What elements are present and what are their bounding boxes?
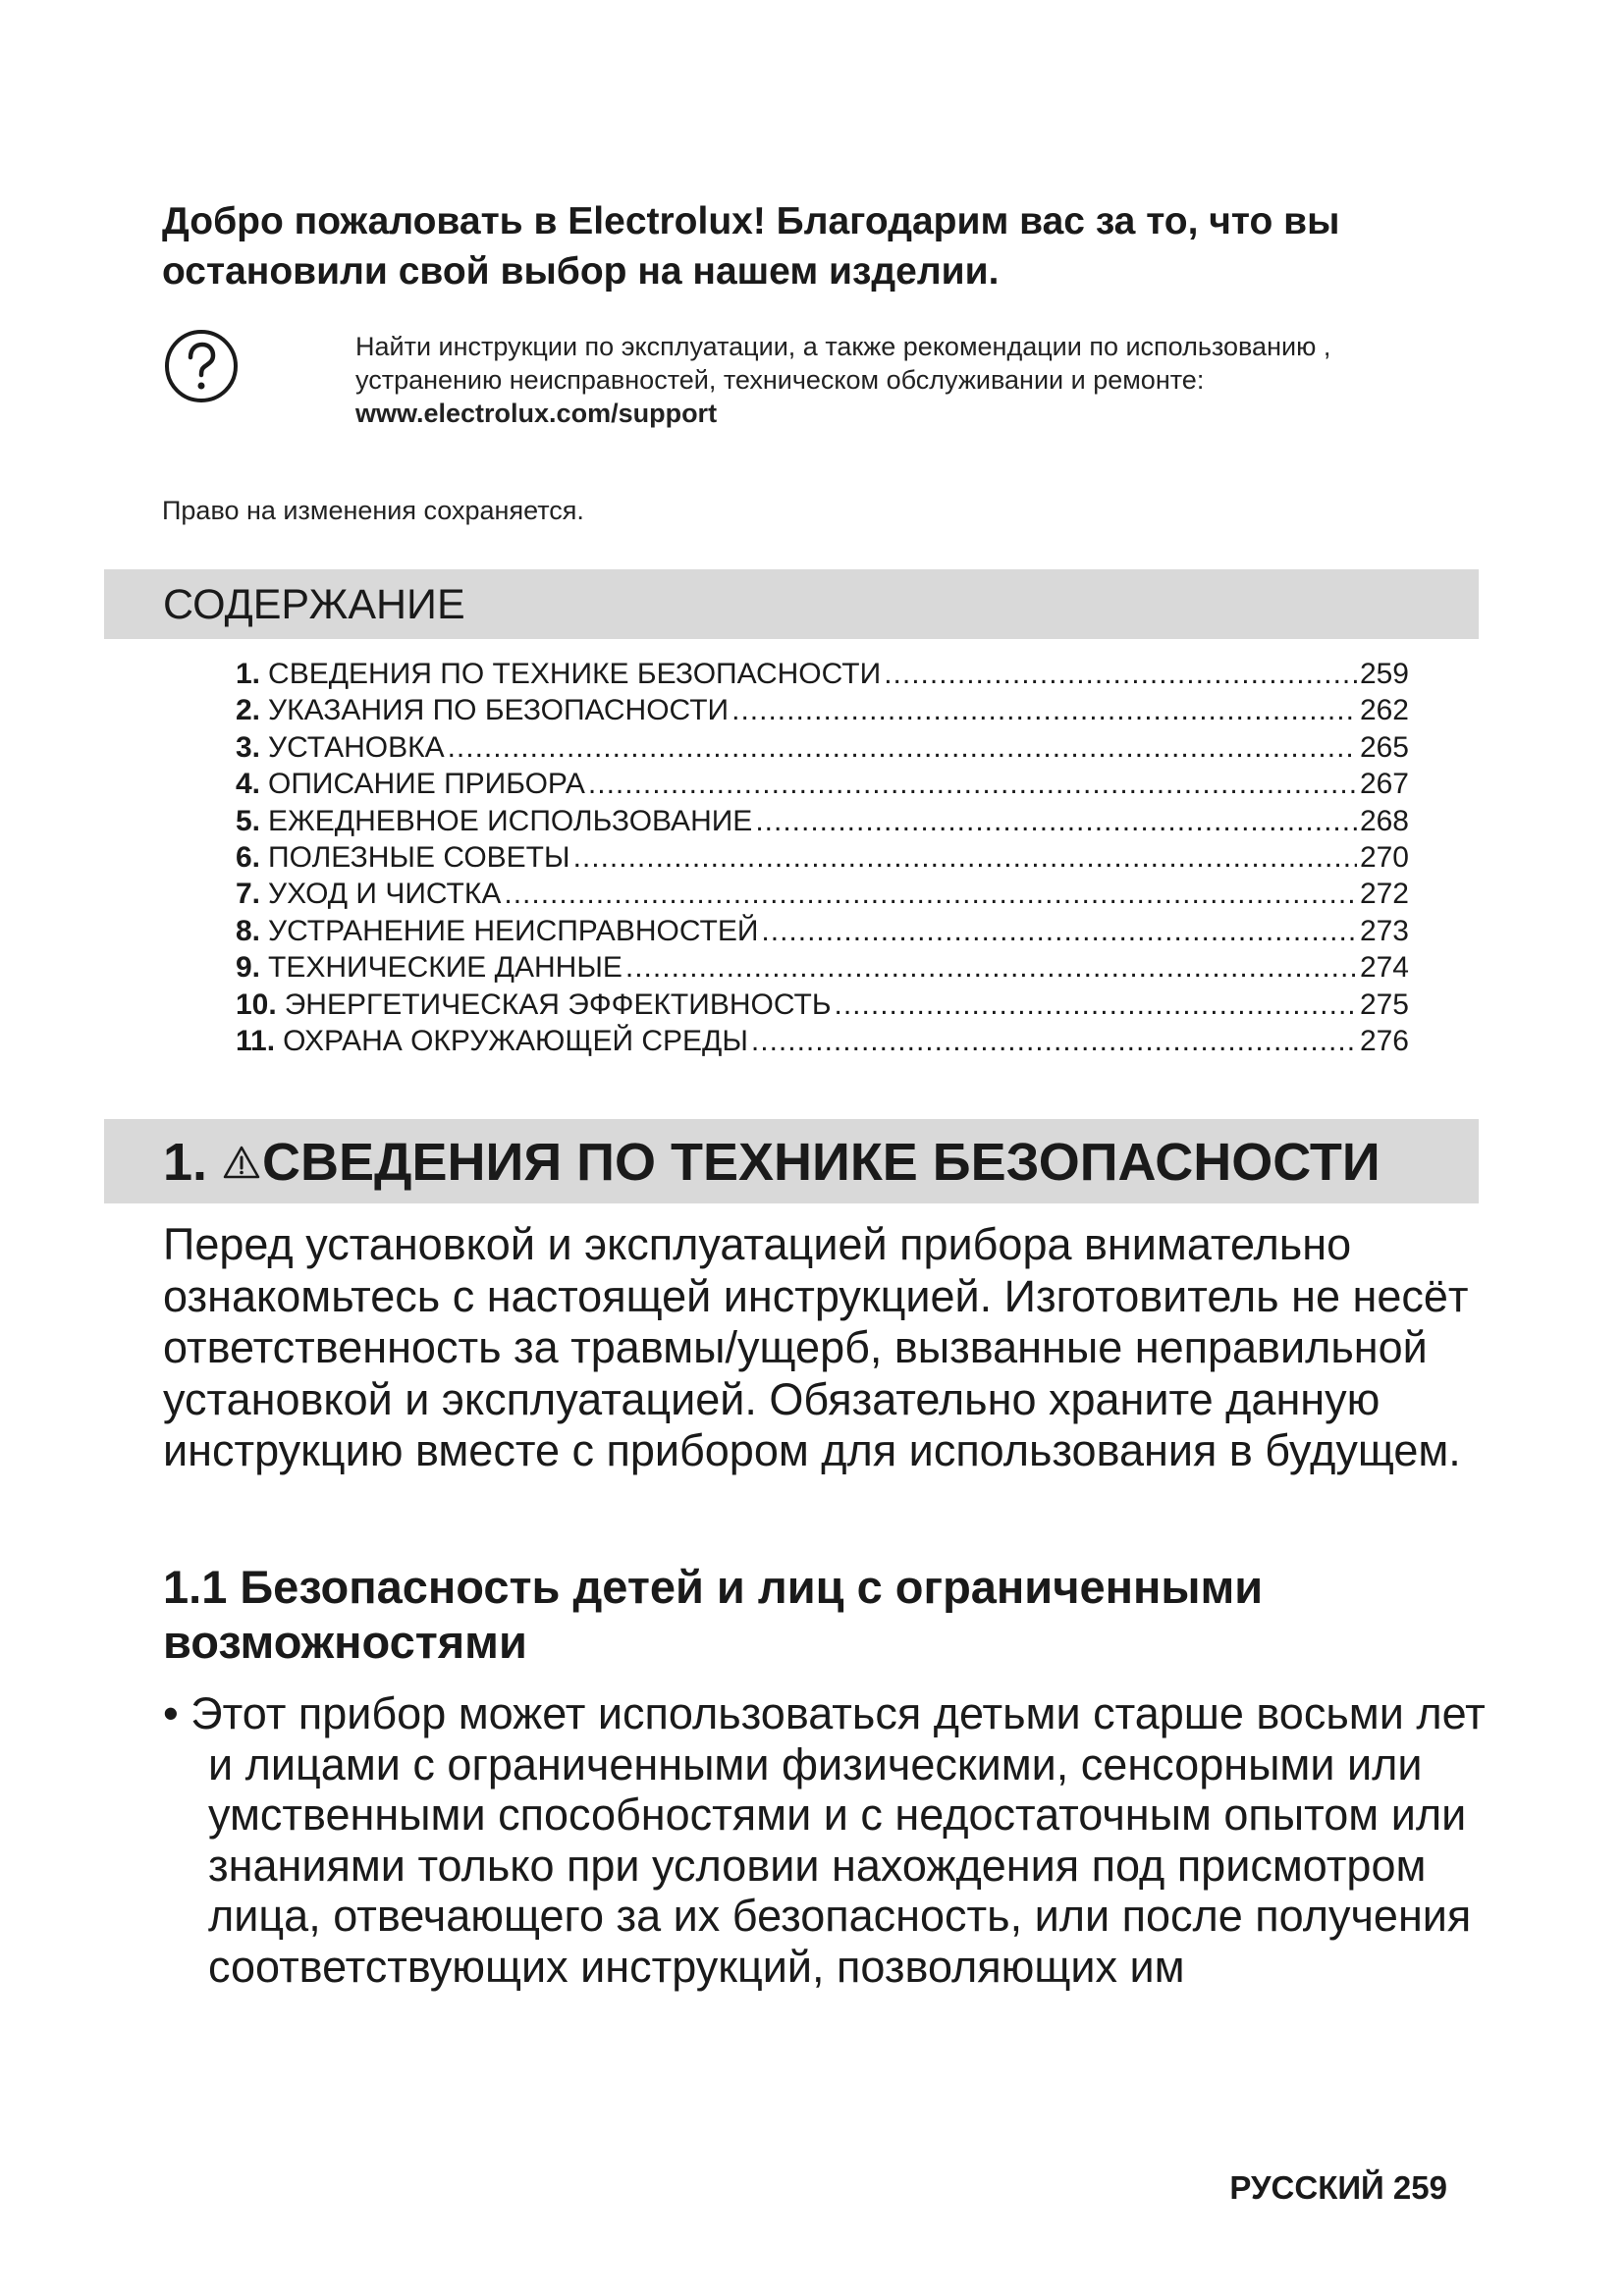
toc-item-page: 270: [1359, 840, 1409, 874]
toc-leader-dots: [751, 1023, 1357, 1059]
toc-item-page: 275: [1359, 988, 1409, 1021]
toc-item-number: 4.: [236, 768, 261, 801]
help-text: [355, 330, 1485, 430]
section-title: [163, 1131, 1380, 1194]
toc-item[interactable]: [236, 876, 1409, 912]
help-description: Найти инструкции по эксплуатации, а также рекомендации по использованию , устранению неисправностей, техническом обслуживании и ремонте:: [355, 332, 1331, 395]
rights-notice: Право на изменения сохраняется.: [162, 496, 584, 525]
toc-item[interactable]: [236, 692, 1409, 728]
page-footer: РУССКИЙ 259: [1229, 2169, 1447, 2206]
toc-item-page: 272: [1359, 878, 1409, 911]
toc-leader-dots: [588, 766, 1357, 802]
toc-item-page: 262: [1359, 694, 1409, 727]
toc-item-label: ЭНЕРГЕТИЧЕСКАЯ ЭФФЕКТИВНОСТЬ: [284, 988, 832, 1021]
toc-item[interactable]: [236, 949, 1409, 986]
toc-item-label: УСТАНОВКА: [268, 730, 445, 764]
toc-item-label: ТЕХНИЧЕСКИЕ ДАННЫЕ: [268, 951, 623, 985]
bullet-item: • Этот прибор может использоваться детьми старше восьми лет и лицами с ограниченными физическими, сенсорными или умственными способностями и с недостаточным опытом или знаниями только при условии нахождения под присмотром лица, отвечающего за их безопасность, или после получения соответствующих инструкций, позволяющих им: [163, 1688, 1486, 1992]
toc-item[interactable]: [236, 913, 1409, 949]
toc-item-number: 11.: [236, 1024, 276, 1057]
toc-item[interactable]: [236, 803, 1409, 839]
toc-item[interactable]: [236, 1023, 1409, 1059]
toc-item-label: УСТРАНЕНИЕ НЕИСПРАВНОСТЕЙ: [268, 914, 759, 947]
toc-item-page: 265: [1359, 730, 1409, 764]
toc-title: СОДЕРЖАНИЕ: [163, 581, 465, 628]
toc-item-number: 5.: [236, 804, 261, 837]
toc-leader-dots: [625, 949, 1357, 986]
toc-item-page: 273: [1359, 914, 1409, 947]
toc-item-page: 259: [1359, 658, 1409, 690]
toc-item-page: 274: [1359, 951, 1409, 985]
toc-leader-dots: [448, 729, 1357, 766]
toc-item-label: УХОД И ЧИСТКА: [268, 878, 502, 911]
toc-item-number: 2.: [236, 694, 261, 727]
toc-item-page: 276: [1359, 1024, 1409, 1057]
welcome-heading: Добро пожаловать в Electrolux! Благодарим вас за то, что вы остановили свой выбор на нашем изделии.: [162, 200, 1340, 293]
toc-item-number: 7.: [236, 878, 261, 911]
toc-leader-dots: [755, 803, 1357, 839]
toc-leader-dots: [504, 876, 1357, 912]
question-circle-icon: [164, 329, 239, 403]
section-title-text: СВЕДЕНИЯ ПО ТЕХНИКЕ БЕЗОПАСНОСТИ: [262, 1133, 1380, 1192]
section-intro: Перед установкой и эксплуатацией прибора внимательно ознакомьтесь с настоящей инструкцией. Изготовитель не несёт ответственность за травмы/ущерб, вызванные неправильной установкой и эксплуатацией. Обязательно храните данную инструкцию вместе с прибором для использования в будущем.: [163, 1219, 1469, 1475]
toc-item-number: 8.: [236, 914, 261, 947]
support-link[interactable]: www.electrolux.com/support: [355, 399, 718, 428]
toc-item-page: 267: [1359, 768, 1409, 801]
toc-item-number: 6.: [236, 840, 261, 874]
toc-item-number: 1.: [236, 658, 261, 690]
toc-item-number: 10.: [236, 988, 277, 1021]
toc-item[interactable]: [236, 987, 1409, 1023]
toc-item[interactable]: [236, 656, 1409, 692]
toc-leader-dots: [573, 839, 1357, 876]
toc-item[interactable]: [236, 839, 1409, 876]
toc-item-number: 9.: [236, 951, 261, 985]
toc-leader-dots: [731, 692, 1357, 728]
section-number: 1.: [163, 1133, 208, 1192]
toc-leader-dots: [835, 987, 1357, 1023]
toc-item-label: ОПИСАНИЕ ПРИБОРА: [268, 768, 585, 801]
subsection-title: 1.1 Безопасность детей и лиц с ограниченными возможностями: [163, 1561, 1264, 1668]
warning-triangle-icon: [223, 1145, 260, 1180]
toc-list: [236, 656, 1409, 1059]
toc-item-label: ПОЛЕЗНЫЕ СОВЕТЫ: [268, 840, 570, 874]
toc-item-page: 268: [1359, 804, 1409, 837]
toc-leader-dots: [884, 656, 1357, 692]
toc-item-number: 3.: [236, 730, 261, 764]
toc-item-label: ОХРАНА ОКРУЖАЮЩЕЙ СРЕДЫ: [283, 1024, 748, 1057]
toc-item-label: СВЕДЕНИЯ ПО ТЕХНИКЕ БЕЗОПАСНОСТИ: [268, 658, 882, 690]
toc-item[interactable]: [236, 766, 1409, 802]
toc-item-label: УКАЗАНИЯ ПО БЕЗОПАСНОСТИ: [268, 694, 730, 727]
toc-item[interactable]: [236, 729, 1409, 766]
toc-leader-dots: [761, 913, 1357, 949]
toc-item-label: ЕЖЕДНЕВНОЕ ИСПОЛЬЗОВАНИЕ: [268, 804, 753, 837]
